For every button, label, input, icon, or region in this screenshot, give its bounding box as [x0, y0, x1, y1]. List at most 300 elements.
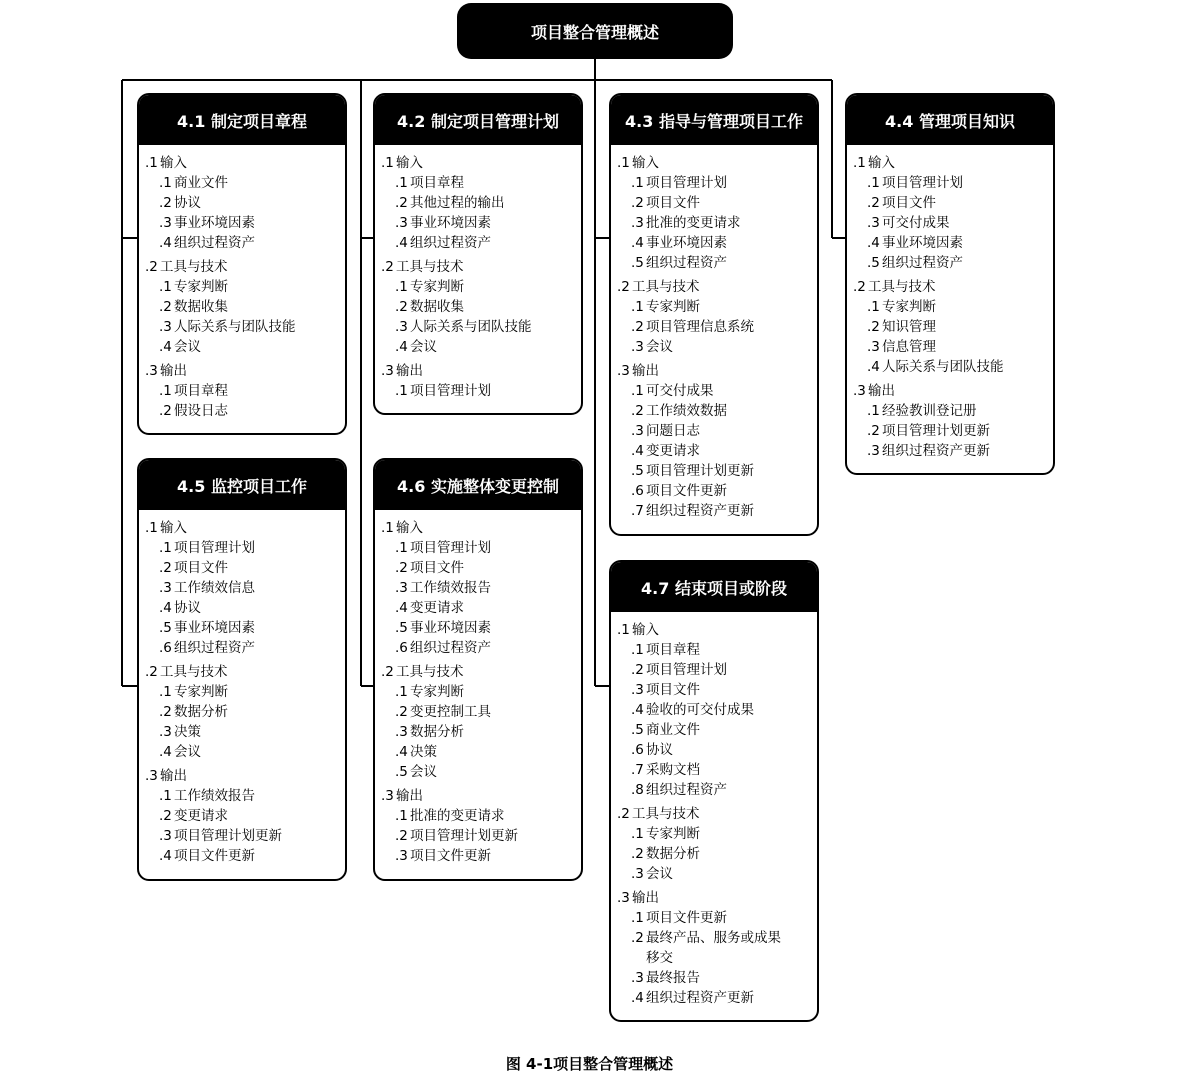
section-number: .1	[381, 155, 394, 171]
item-text: 数据分析	[410, 724, 464, 740]
section-name: 输出	[868, 383, 895, 399]
item-number: .1	[867, 175, 880, 191]
item-number: .1	[867, 299, 880, 315]
item-number: .2	[395, 828, 408, 844]
section-heading	[145, 766, 345, 786]
item-text: 验收的可交付成果	[646, 702, 754, 718]
list-item	[617, 824, 817, 844]
item-number: .1	[159, 788, 172, 804]
section-name: 工具与技术	[160, 664, 228, 680]
item-text: 事业环境因素	[882, 235, 963, 251]
item-text: 采购文档	[646, 762, 700, 778]
list-item	[617, 700, 817, 720]
list-item	[617, 401, 817, 421]
list-item	[853, 317, 1053, 337]
item-number: .2	[631, 930, 644, 946]
item-number: .2	[159, 299, 172, 315]
section-heading	[617, 153, 817, 173]
list-item	[381, 538, 581, 558]
section-name: 输出	[160, 768, 187, 784]
section-number: .1	[381, 520, 394, 536]
root-title-box	[457, 3, 733, 59]
item-number: .2	[395, 704, 408, 720]
item-text: 项目管理计划更新	[410, 828, 518, 844]
section-heading	[381, 662, 581, 682]
item-text: 专家判断	[646, 299, 700, 315]
list-item	[617, 908, 817, 928]
list-item	[853, 233, 1053, 253]
item-text: 项目管理计划更新	[174, 828, 282, 844]
section-heading	[617, 620, 817, 640]
item-number: .1	[395, 175, 408, 191]
list-item	[617, 253, 817, 273]
item-text: 组织过程资产	[646, 255, 727, 271]
list-item	[145, 297, 345, 317]
item-text: 工作绩效信息	[174, 580, 255, 596]
item-number: .3	[867, 443, 880, 459]
item-number: .2	[631, 846, 644, 862]
section-heading	[853, 153, 1053, 173]
list-item	[145, 317, 345, 337]
list-item	[145, 846, 345, 866]
item-number: .1	[631, 175, 644, 191]
item-number: .6	[159, 640, 172, 656]
item-text: 人际关系与团队技能	[410, 319, 532, 335]
item-number: .2	[867, 195, 880, 211]
section-name: 工具与技术	[632, 806, 700, 822]
item-text: 最终报告	[646, 970, 700, 986]
item-number: .3	[159, 319, 172, 335]
list-item	[381, 846, 581, 866]
item-number: .3	[159, 828, 172, 844]
item-number: .3	[395, 724, 408, 740]
process-box-4-3	[609, 93, 819, 536]
item-text: 变更控制工具	[410, 704, 491, 720]
list-item	[145, 806, 345, 826]
item-number: .3	[631, 866, 644, 882]
list-item	[145, 173, 345, 193]
item-text: 会议	[646, 339, 673, 355]
item-number: .2	[395, 195, 408, 211]
list-item	[381, 193, 581, 213]
section-name: 输入	[868, 155, 895, 171]
item-text: 专家判断	[646, 826, 700, 842]
item-number: .2	[159, 195, 172, 211]
item-text: 数据分析	[174, 704, 228, 720]
process-title: 4.4 管理项目知识	[847, 95, 1053, 145]
section-number: .3	[381, 788, 394, 804]
item-text: 商业文件	[174, 175, 228, 191]
item-number: .3	[395, 215, 408, 231]
item-number: .1	[395, 684, 408, 700]
item-number: .4	[395, 600, 408, 616]
item-number: .7	[631, 503, 644, 519]
item-number: .4	[159, 600, 172, 616]
item-number: .8	[631, 782, 644, 798]
item-number: .3	[867, 339, 880, 355]
list-item	[145, 337, 345, 357]
section-number: .3	[617, 363, 630, 379]
section-name: 输出	[632, 890, 659, 906]
list-item	[617, 640, 817, 660]
section-heading	[617, 888, 817, 908]
section-heading	[617, 277, 817, 297]
item-number: .4	[159, 339, 172, 355]
section-number: .3	[381, 363, 394, 379]
item-number: .3	[159, 215, 172, 231]
process-title: 4.3 指导与管理项目工作	[611, 95, 817, 145]
list-item	[145, 638, 345, 658]
list-item	[145, 213, 345, 233]
item-number: .5	[395, 620, 408, 636]
item-number: .4	[631, 702, 644, 718]
item-text: 项目管理计划	[410, 383, 491, 399]
item-text: 其他过程的输出	[410, 195, 505, 211]
item-text: 组织过程资产	[174, 640, 255, 656]
item-number: .5	[395, 764, 408, 780]
item-text: 项目文件更新	[174, 848, 255, 864]
process-body	[611, 612, 817, 1008]
item-text: 会议	[174, 744, 201, 760]
item-text: 协议	[174, 195, 201, 211]
item-text: 可交付成果	[882, 215, 950, 231]
figure-caption: 图 4-1项目整合管理概述	[505, 1055, 674, 1073]
item-text: 协议	[174, 600, 201, 616]
item-text: 批准的变更请求	[410, 808, 505, 824]
item-number: .3	[631, 682, 644, 698]
item-number: .1	[159, 383, 172, 399]
item-number: .2	[631, 319, 644, 335]
item-number: .1	[631, 826, 644, 842]
list-item	[145, 538, 345, 558]
item-text: 经验教训登记册	[882, 403, 977, 419]
item-text: 项目管理计划	[646, 175, 727, 191]
section-heading	[381, 518, 581, 538]
item-text: 信息管理	[882, 339, 936, 355]
item-text: 项目管理计划更新	[646, 463, 754, 479]
section-number: .2	[853, 279, 866, 295]
item-number: .3	[395, 580, 408, 596]
section-heading	[145, 257, 345, 277]
section-name: 输入	[396, 155, 423, 171]
section-name: 输入	[632, 622, 659, 638]
item-number: .4	[159, 235, 172, 251]
process-box-4-4	[845, 93, 1055, 475]
item-number: .1	[631, 642, 644, 658]
section-number: .3	[145, 363, 158, 379]
root-title: 项目整合管理概述	[530, 22, 659, 42]
item-number: .1	[159, 540, 172, 556]
item-text: 组织过程资产	[646, 782, 727, 798]
item-text: 项目管理信息系统	[646, 319, 754, 335]
item-number: .5	[867, 255, 880, 271]
process-box-4-7	[609, 560, 819, 1022]
item-number: .1	[867, 403, 880, 419]
item-number: .2	[867, 319, 880, 335]
item-text-continued: 移交	[646, 950, 673, 966]
item-text: 问题日志	[646, 423, 700, 439]
item-text: 组织过程资产更新	[646, 990, 754, 1006]
list-item	[381, 618, 581, 638]
list-item	[617, 928, 817, 968]
list-item	[145, 682, 345, 702]
list-item	[145, 233, 345, 253]
item-number: .2	[631, 403, 644, 419]
list-item	[853, 193, 1053, 213]
item-number: .4	[631, 990, 644, 1006]
item-text: 工作绩效数据	[646, 403, 727, 419]
item-text: 决策	[410, 744, 437, 760]
process-box-4-5	[137, 458, 347, 881]
list-item	[381, 826, 581, 846]
list-item	[617, 720, 817, 740]
list-item	[381, 742, 581, 762]
list-item	[617, 173, 817, 193]
section-number: .3	[617, 890, 630, 906]
section-heading	[853, 381, 1053, 401]
item-number: .1	[159, 279, 172, 295]
section-number: .2	[617, 806, 630, 822]
item-number: .2	[159, 560, 172, 576]
item-number: .1	[631, 383, 644, 399]
item-number: .4	[867, 359, 880, 375]
item-number: .4	[631, 235, 644, 251]
list-item	[145, 381, 345, 401]
item-text: 会议	[410, 339, 437, 355]
section-number: .2	[617, 279, 630, 295]
item-text: 会议	[410, 764, 437, 780]
section-number: .1	[145, 520, 158, 536]
item-text: 专家判断	[882, 299, 936, 315]
section-heading	[381, 786, 581, 806]
list-item	[617, 233, 817, 253]
list-item	[617, 988, 817, 1008]
list-item	[381, 598, 581, 618]
section-number: .1	[145, 155, 158, 171]
item-text: 变更请求	[410, 600, 464, 616]
process-box-4-6	[373, 458, 583, 881]
section-heading	[617, 804, 817, 824]
list-item	[617, 501, 817, 521]
item-text: 项目文件	[174, 560, 228, 576]
section-number: .3	[145, 768, 158, 784]
list-item	[381, 722, 581, 742]
list-item	[853, 173, 1053, 193]
item-text: 项目文件	[646, 682, 700, 698]
item-text: 组织过程资产	[174, 235, 255, 251]
section-name: 输出	[396, 788, 423, 804]
list-item	[381, 173, 581, 193]
process-body	[847, 145, 1053, 461]
item-text: 工作绩效报告	[174, 788, 255, 804]
section-heading	[381, 153, 581, 173]
list-item	[853, 357, 1053, 377]
item-text: 会议	[646, 866, 673, 882]
process-title: 4.7 结束项目或阶段	[611, 562, 817, 612]
item-text: 项目文件更新	[646, 483, 727, 499]
list-item	[617, 844, 817, 864]
item-number: .5	[631, 722, 644, 738]
list-item	[853, 401, 1053, 421]
list-item	[617, 481, 817, 501]
section-name: 输入	[160, 520, 187, 536]
list-item	[617, 968, 817, 988]
process-title: 4.6 实施整体变更控制	[375, 460, 581, 510]
list-item	[853, 337, 1053, 357]
item-text: 会议	[174, 339, 201, 355]
item-text: 项目章程	[410, 175, 464, 191]
section-heading	[381, 361, 581, 381]
item-text: 可交付成果	[646, 383, 714, 399]
list-item	[853, 253, 1053, 273]
item-number: .1	[395, 279, 408, 295]
section-name: 输出	[160, 363, 187, 379]
item-text: 数据收集	[174, 299, 228, 315]
item-number: .3	[867, 215, 880, 231]
item-number: .3	[395, 848, 408, 864]
list-item	[853, 297, 1053, 317]
section-heading	[145, 518, 345, 538]
item-number: .6	[631, 742, 644, 758]
item-number: .1	[395, 540, 408, 556]
item-number: .1	[631, 299, 644, 315]
list-item	[381, 762, 581, 782]
item-text: 项目管理计划	[174, 540, 255, 556]
item-text: 项目管理计划	[410, 540, 491, 556]
item-text: 组织过程资产更新	[646, 503, 754, 519]
item-number: .6	[631, 483, 644, 499]
item-number: .3	[631, 215, 644, 231]
process-body	[375, 510, 581, 866]
section-number: .2	[145, 664, 158, 680]
item-text: 项目章程	[174, 383, 228, 399]
list-item	[617, 381, 817, 401]
item-number: .4	[395, 235, 408, 251]
list-item	[617, 337, 817, 357]
list-item	[617, 421, 817, 441]
item-text: 项目文件	[882, 195, 936, 211]
item-text: 人际关系与团队技能	[882, 359, 1004, 375]
item-number: .3	[631, 339, 644, 355]
process-box-4-2	[373, 93, 583, 415]
item-text: 事业环境因素	[646, 235, 727, 251]
list-item	[381, 297, 581, 317]
item-number: .2	[159, 808, 172, 824]
section-number: .2	[381, 664, 394, 680]
section-number: .1	[617, 155, 630, 171]
item-number: .3	[631, 423, 644, 439]
item-text: 商业文件	[646, 722, 700, 738]
item-number: .4	[631, 443, 644, 459]
section-name: 输入	[632, 155, 659, 171]
section-number: .2	[145, 259, 158, 275]
list-item	[145, 193, 345, 213]
section-number: .3	[853, 383, 866, 399]
item-number: .1	[395, 383, 408, 399]
item-number: .5	[159, 620, 172, 636]
section-heading	[853, 277, 1053, 297]
item-text: 事业环境因素	[174, 620, 255, 636]
list-item	[145, 558, 345, 578]
list-item	[617, 740, 817, 760]
item-text: 工作绩效报告	[410, 580, 491, 596]
item-text: 项目文件更新	[410, 848, 491, 864]
item-text: 项目文件	[646, 195, 700, 211]
item-text: 批准的变更请求	[646, 215, 741, 231]
item-text: 组织过程资产	[410, 640, 491, 656]
item-number: .3	[395, 319, 408, 335]
section-name: 工具与技术	[868, 279, 936, 295]
list-item	[853, 441, 1053, 461]
section-name: 输出	[396, 363, 423, 379]
item-text: 组织过程资产更新	[882, 443, 990, 459]
item-number: .2	[631, 662, 644, 678]
list-item	[145, 277, 345, 297]
list-item	[381, 578, 581, 598]
list-item	[381, 337, 581, 357]
list-item	[381, 806, 581, 826]
item-number: .4	[395, 339, 408, 355]
section-heading	[381, 257, 581, 277]
process-title: 4.5 监控项目工作	[139, 460, 345, 510]
list-item	[381, 213, 581, 233]
list-item	[617, 193, 817, 213]
list-item	[381, 317, 581, 337]
item-text: 专家判断	[410, 684, 464, 700]
list-item	[617, 297, 817, 317]
item-text: 变更请求	[646, 443, 700, 459]
item-text: 最终产品、服务或成果	[646, 930, 781, 946]
item-text: 事业环境因素	[410, 620, 491, 636]
item-text: 专家判断	[410, 279, 464, 295]
list-item	[617, 441, 817, 461]
item-number: .2	[159, 403, 172, 419]
item-number: .1	[159, 684, 172, 700]
list-item	[381, 638, 581, 658]
item-text: 专家判断	[174, 279, 228, 295]
section-name: 工具与技术	[632, 279, 700, 295]
item-number: .2	[159, 704, 172, 720]
section-name: 输入	[160, 155, 187, 171]
list-item	[381, 277, 581, 297]
list-item	[381, 702, 581, 722]
process-body	[139, 145, 345, 421]
item-text: 事业环境因素	[410, 215, 491, 231]
item-text: 人际关系与团队技能	[174, 319, 296, 335]
list-item	[617, 780, 817, 800]
section-name: 工具与技术	[396, 664, 464, 680]
item-number: .5	[631, 255, 644, 271]
list-item	[145, 786, 345, 806]
list-item	[381, 233, 581, 253]
list-item	[617, 461, 817, 481]
item-text: 变更请求	[174, 808, 228, 824]
item-text: 数据收集	[410, 299, 464, 315]
item-number: .7	[631, 762, 644, 778]
item-number: .2	[867, 423, 880, 439]
item-number: .1	[159, 175, 172, 191]
list-item	[145, 826, 345, 846]
list-item	[145, 578, 345, 598]
list-item	[381, 558, 581, 578]
item-text-block	[646, 928, 781, 968]
process-title: 4.2 制定项目管理计划	[375, 95, 581, 145]
item-text: 决策	[174, 724, 201, 740]
list-item	[617, 213, 817, 233]
item-text: 项目管理计划	[646, 662, 727, 678]
section-number: .1	[617, 622, 630, 638]
section-heading	[145, 361, 345, 381]
